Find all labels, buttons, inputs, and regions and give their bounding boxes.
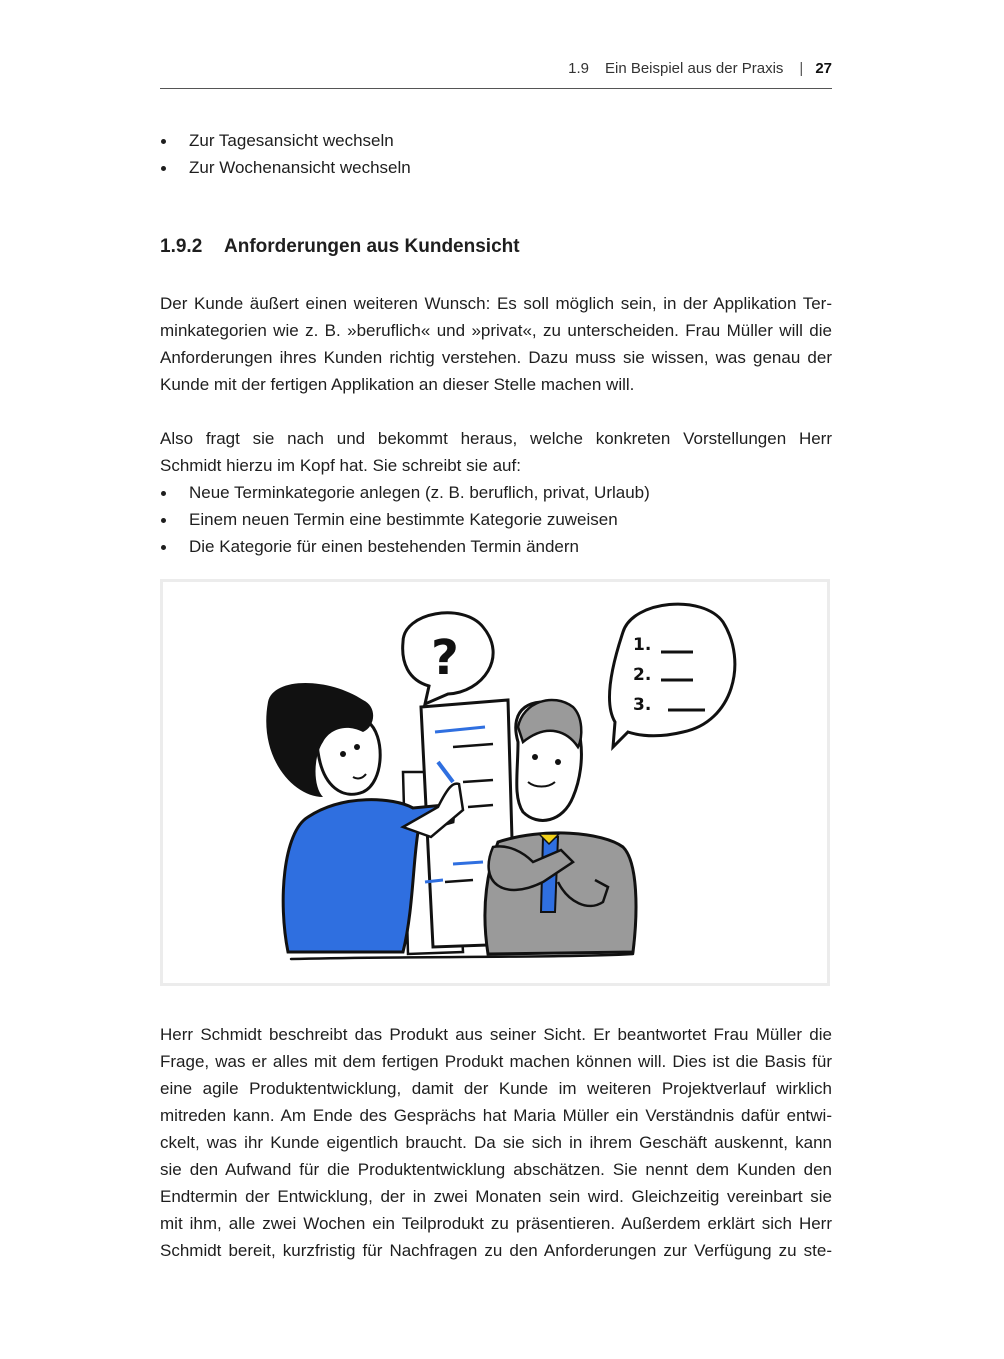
header-separator: | <box>799 60 804 77</box>
paragraph-follow-up <box>160 425 832 479</box>
section-heading <box>160 236 520 258</box>
text-line: eine agile Produktentwicklung, damit der Kunde im weiteren Projektverlauf wirklich <box>160 1079 832 1098</box>
text-line: Kunde mit der fertigen Applikation an dieser Stelle machen will. <box>160 375 635 394</box>
text-line: Herr Schmidt beschreibt das Produkt aus seiner Sicht. Er beantwortet Frau Müller die <box>160 1025 832 1044</box>
header-chapter-title: Ein Beispiel aus der Praxis <box>604 60 784 77</box>
page-number: 27 <box>815 60 832 77</box>
list-item: Neue Terminkategorie anlegen (z. B. beruflich, privat, Urlaub) <box>160 479 832 506</box>
section-number: 1.9.2 <box>160 236 203 257</box>
text-line: Also fragt sie nach und bekommt heraus, welche konkreten Vorstellungen Herr <box>160 429 832 448</box>
list-item: Die Kategorie für einen bestehenden Termin ändern <box>160 533 832 560</box>
text-line: mitreden kann. Am Ende des Gesprächs hat Maria Müller ein Verständnis dafür entwi- <box>160 1106 832 1125</box>
list-number-3: 3. <box>633 695 652 715</box>
bullet-list-requirements <box>160 479 832 560</box>
question-mark-icon: ? <box>431 630 459 686</box>
text-line: ckelt, was ihr Kunde eigentlich braucht. Da sie sich in ihrem Geschäft auskennt, kann <box>160 1133 832 1152</box>
text-line: Schmidt bereit, kurzfristig für Nachfragen zu den Anforderungen zur Verfügung zu ste- <box>160 1241 832 1260</box>
list-number-2: 2. <box>633 665 652 685</box>
list-item: Zur Wochenansicht wechseln <box>160 154 832 181</box>
bullet-list-views <box>160 127 832 181</box>
conversation-illustration <box>163 582 827 983</box>
paragraph-customer-wish <box>160 290 832 398</box>
text-line: Der Kunde äußert einen weiteren Wunsch: Es soll möglich sein, in der Applikation Ter- <box>160 294 832 313</box>
section-title: Anforderungen aus Kundensicht <box>224 236 520 257</box>
paragraph-product-description <box>160 1021 832 1264</box>
list-item: Einem neuen Termin eine bestimmte Kategorie zuweisen <box>160 506 832 533</box>
text-line: sie den Aufwand für die Produktentwicklung abschätzen. Sie nennt dem Kunden den <box>160 1160 832 1179</box>
header-section-number: 1.9 <box>568 60 589 77</box>
text-line: Frage, was er alles mit dem fertigen Produkt machen können will. Dies ist die Basis für <box>160 1052 832 1071</box>
illustration-figure <box>160 579 830 986</box>
text-line: Schmidt hierzu im Kopf hat. Sie schreibt sie auf: <box>160 456 521 475</box>
text-line: minkategorien wie z. B. »beruflich« und »privat«, zu unterscheiden. Frau Müller will die <box>160 321 832 340</box>
list-number-1: 1. <box>633 635 652 655</box>
list-speech-bubble <box>610 604 735 747</box>
running-header <box>160 60 832 89</box>
text-line: Anforderungen ihres Kunden richtig verstehen. Dazu muss sie wissen, was genau der <box>160 348 832 367</box>
text-line: mit ihm, alle zwei Wochen ein Teilprodukt zu präsentieren. Außerdem erklärt sich Herr <box>160 1214 832 1233</box>
question-speech-bubble <box>403 613 493 704</box>
list-item: Zur Tagesansicht wechseln <box>160 127 832 154</box>
text-line: Endtermin der Entwicklung, der in zwei Monaten sein wird. Gleichzeitig vereinbart sie <box>160 1187 832 1206</box>
